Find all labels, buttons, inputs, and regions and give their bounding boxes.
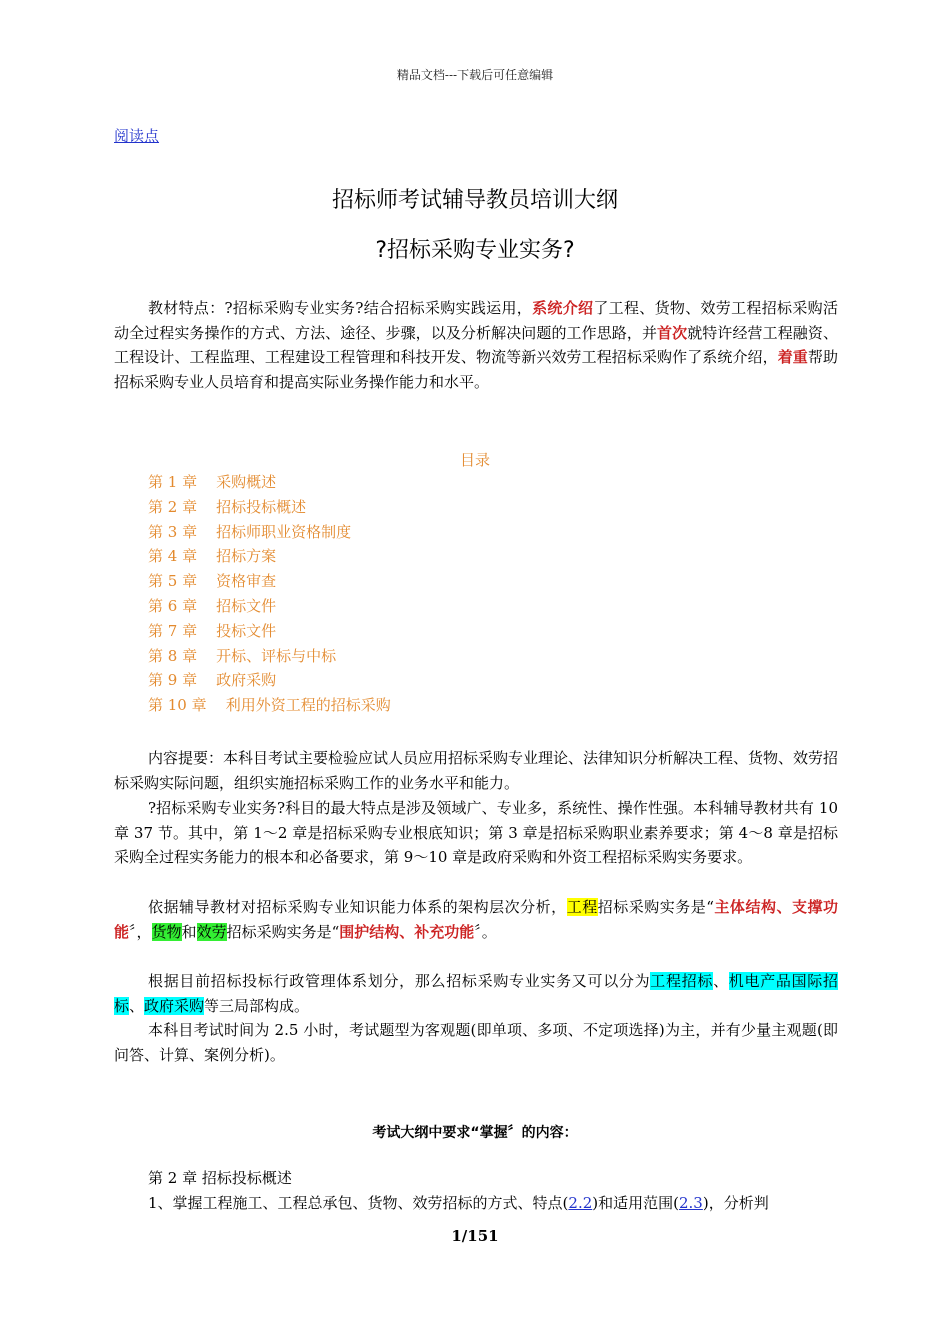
toc-item[interactable]: 第 9 章 政府采购 xyxy=(148,671,277,690)
emphasis-text: 围护结构、补充功能 xyxy=(339,922,475,941)
highlight-text: 政府采购 xyxy=(144,996,205,1015)
toc-item[interactable]: 第 6 章 招标文件 xyxy=(148,596,277,615)
toc-item[interactable]: 第 5 章 资格审查 xyxy=(148,572,277,591)
chapter-heading: 第 2 章 招标投标概述 xyxy=(148,1169,292,1187)
toc-item[interactable]: 第 3 章 招标师职业资格制度 xyxy=(148,522,352,541)
emphasis-text: 首次 xyxy=(657,323,688,342)
highlight-text: 货物 xyxy=(151,922,182,941)
highlight-text: 机电产品国际招标 xyxy=(114,972,838,1015)
emphasis-text: 着重 xyxy=(777,348,808,366)
division-paragraph: 根据目前招标投标行政管理体系划分，那么招标采购专业实务又可以分为工程招标、机电产品国际招标、政府采购等三局部构成。 xyxy=(114,972,838,1015)
structure-paragraph: 依据辅导教材对招标采购专业知识能力体系的架构层次分析，工程招标采购实务是“主体结构、支撑功能〞，货物和效劳招标采购实务是“围护结构、补充功能〞。 xyxy=(114,898,838,941)
highlight-text: 工程招标 xyxy=(650,972,714,990)
section-link[interactable]: 2.3 xyxy=(678,1194,703,1212)
emphasis-text: 系统介绍 xyxy=(532,299,594,317)
table-of-contents xyxy=(148,470,391,718)
emphasis-text: 主体结构、支撑功能 xyxy=(114,898,838,941)
toc-item[interactable]: 第 7 章 投标文件 xyxy=(148,621,277,640)
highlight-text: 效劳 xyxy=(196,922,227,941)
summary-paragraph: 内容提要：本科目考试主要检验应试人员应用招标采购专业理论、法律知识分析解决工程、货物、效劳招标采购实际问题，组织实施招标采购工作的业务水平和能力。 xyxy=(114,749,839,792)
toc-item[interactable]: 第 2 章 招标投标概述 xyxy=(148,497,307,516)
features-paragraph: ?招标采购专业实务?科目的最大特点是涉及领域广、专业多，系统性、操作性强。本科辅导教材共有 10 章 37 节。其中，第 1～2 章是招标采购专业根底知识；第 3 章是招标采购职业素养要求；第 4～8 章是招标采购全过程实务能力的根本和必备要求，第 9～10 章是政府采购和外资工程招标采购实务要求。 xyxy=(114,799,838,866)
toc-item[interactable]: 第 1 章 采购概述 xyxy=(148,473,277,491)
document-title: 招标师考试辅导教员培训大纲 xyxy=(331,188,618,213)
section-title: 考试大纲中要求“掌握〞的内容： xyxy=(372,1125,578,1141)
toc-item[interactable]: 第 8 章 开标、评标与中标 xyxy=(148,646,337,665)
document-subtitle: ?招标采购专业实务? xyxy=(375,238,575,263)
toc-item[interactable]: 第 4 章 招标方案 xyxy=(148,547,277,566)
read-link[interactable]: 阅读点 xyxy=(114,127,160,145)
intro-paragraph: 教材特点：?招标采购专业实务?结合招标采购实践运用，系统介绍了工程、货物、效劳工程招标采购活动全过程实务操作的方式、方法、途径、步骤，以及分析解决问题的工作思路，并首次就特许经营工程融资、工程设计、工程监理、工程建设工程管理和科技开发、物流等新兴效劳工程招标采购作了系统介绍，着重帮助招标采购专业人员培育和提高实际业务操作能力和水平。 xyxy=(114,299,838,391)
toc-title: 目录 xyxy=(459,451,490,469)
section-link[interactable]: 2.2 xyxy=(568,1194,593,1212)
exam-paragraph: 本科目考试时间为 2.5 小时，考试题型为客观题(即单项、多项、不定项选择)为主，并有少量主观题(即问答、计算、案例分析)。 xyxy=(114,1021,838,1064)
toc-item[interactable]: 第 10 章 利用外资工程的招标采购 xyxy=(148,696,391,715)
page-header: 精品文档---下载后可任意编辑 xyxy=(396,68,554,82)
page-number: 1/151 xyxy=(451,1227,499,1245)
mastery-item: 1、掌握工程施工、工程总承包、货物、效劳招标的方式、特点(2.2)和适用范围(2.3)，分析判 xyxy=(148,1194,769,1212)
highlight-text: 工程 xyxy=(566,898,598,916)
